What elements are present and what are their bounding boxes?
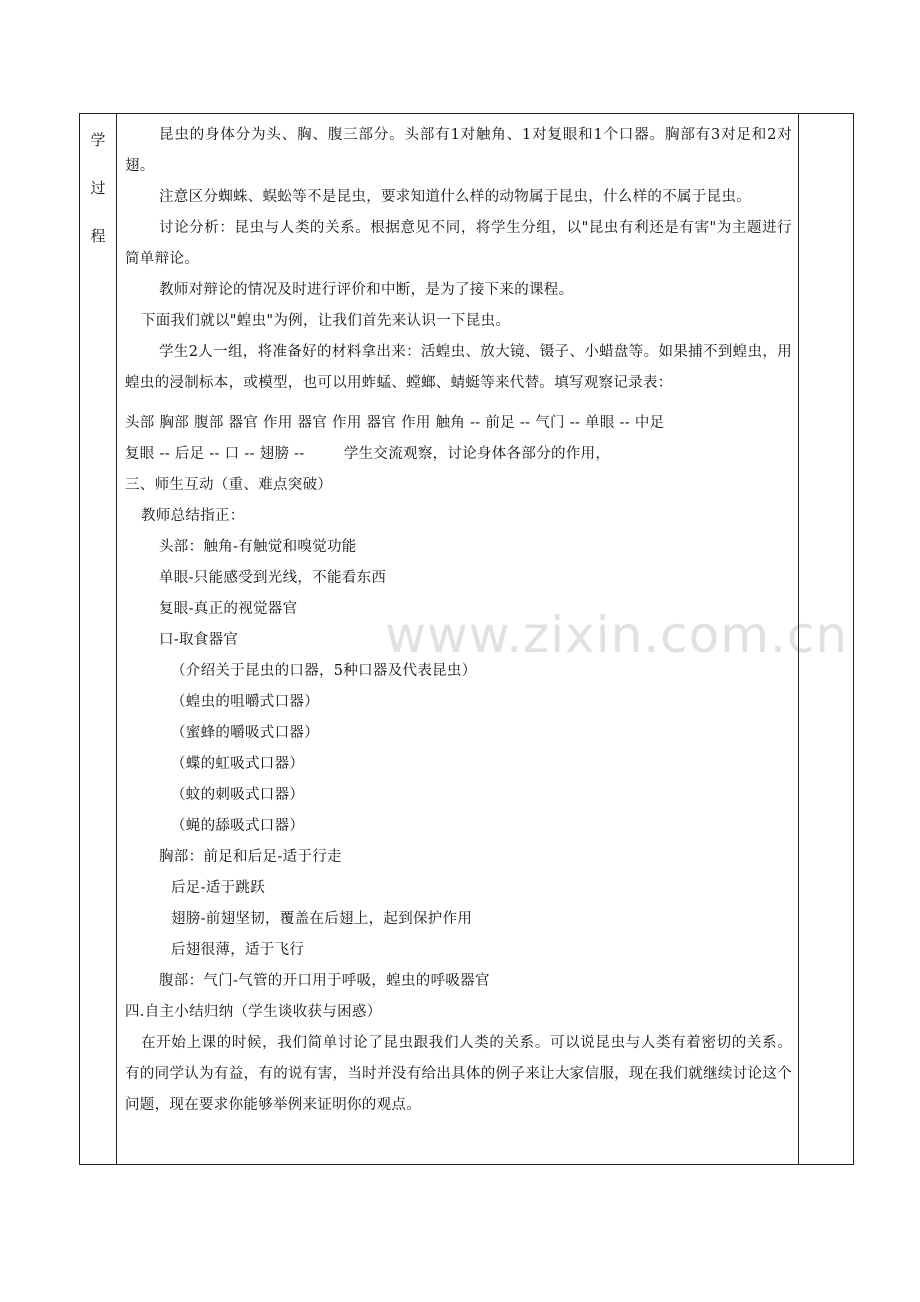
lesson-content-cell	[117, 114, 799, 1165]
paragraph-locust-intro: 下面我们就以"蝗虫"为例，让我们首先来认识一下昆虫。	[141, 313, 511, 329]
mouthpart-intro: （介绍关于昆虫的口器，5种口器及代表昆虫）	[171, 663, 477, 679]
mouthpart-item: （蝇的舔吸式口器）	[171, 818, 305, 834]
side-label-char: 程	[90, 227, 106, 245]
side-label-cell	[80, 114, 117, 1165]
paragraph-discussion: 讨论分析：昆虫与人类的关系。根据意见不同，将学生分组，以"昆虫有利还是有害"为主题进行简单辩论。	[125, 220, 792, 267]
head-item: 头部：触角-有触觉和嗅觉功能	[159, 539, 357, 555]
paragraph-distinguish: 注意区分蜘蛛、蜈蚣等不是昆虫，要求知道什么样的动物属于昆虫，什么样的不属于昆虫。	[159, 189, 751, 205]
section-4-title: 四.自主小结归纳（学生谈收获与困惑）	[125, 1004, 382, 1020]
wings-item: 翅膀-前翅坚韧，覆盖在后翅上，起到保护作用	[171, 911, 473, 927]
notes-cell	[799, 114, 854, 1165]
paragraph-observation: 学生2人一组，将准备好的材料拿出来：活蝗虫、放大镜、镊子、小蜡盘等。如果捕不到蝗虫，用蝗虫的浸制标本，或模型，也可以用蚱蜢、螳螂、蜻蜓等来代替。填写观察记录表：	[125, 344, 792, 391]
paragraph-body-parts: 昆虫的身体分为头、胸、腹三部分。头部有1对触角、1对复眼和1个口器。胸部有3对足和2对翅。	[125, 127, 792, 174]
mouthpart-item: （蝗虫的咀嚼式口器）	[171, 694, 319, 710]
abdomen-item: 腹部：气门-气管的开口用于呼吸，蝗虫的呼吸器官	[159, 973, 490, 989]
section-3-title: 三、师生互动（重、难点突破）	[125, 477, 333, 493]
side-label-char: 过	[90, 179, 106, 197]
record-table-line-1: 头部 胸部 腹部 器官 作用 器官 作用 器官 作用 触角 -- 前足 -- 气门 -- 单眼 -- 中足	[125, 415, 665, 431]
mouthpart-item: （蚊的刺吸式口器）	[171, 787, 305, 803]
teacher-summary: 教师总结指正：	[141, 508, 245, 524]
mouthpart-item: （蝶的虹吸式口器）	[171, 756, 305, 772]
simple-eye-item: 单眼-只能感受到光线，不能看东西	[159, 570, 387, 586]
record-table-line-2: 复眼 -- 后足 -- 口 -- 翅膀 -- 学生交流观察，讨论身体各部分的作用，	[125, 446, 611, 462]
mouth-item: 口-取食器官	[159, 632, 239, 648]
paragraph-evaluation: 教师对辩论的情况及时进行评价和中断，是为了接下来的课程。	[159, 282, 574, 298]
closing-paragraph: 在开始上课的时候，我们简单讨论了昆虫跟我们人类的关系。可以说昆虫与人类有着密切的关系。有的同学认为有益，有的说有害，当时并没有给出具体的例子来让大家信服，现在我们就继续讨论这个问题，现在要求你能够举例来证明你的观点。	[125, 1035, 792, 1113]
hind-leg-item: 后足-适于跳跃	[171, 880, 265, 896]
compound-eye-item: 复眼-真正的视觉器官	[159, 601, 298, 617]
side-label-char: 学	[90, 131, 106, 149]
lesson-plan-table	[79, 113, 854, 1165]
watermark: www.zixin.com.cn	[385, 606, 849, 664]
mouthpart-item: （蜜蜂的嚼吸式口器）	[171, 725, 319, 741]
thorax-item: 胸部：前足和后足-适于行走	[159, 849, 342, 865]
hind-wing-item: 后翅很薄，适于飞行	[171, 942, 305, 958]
